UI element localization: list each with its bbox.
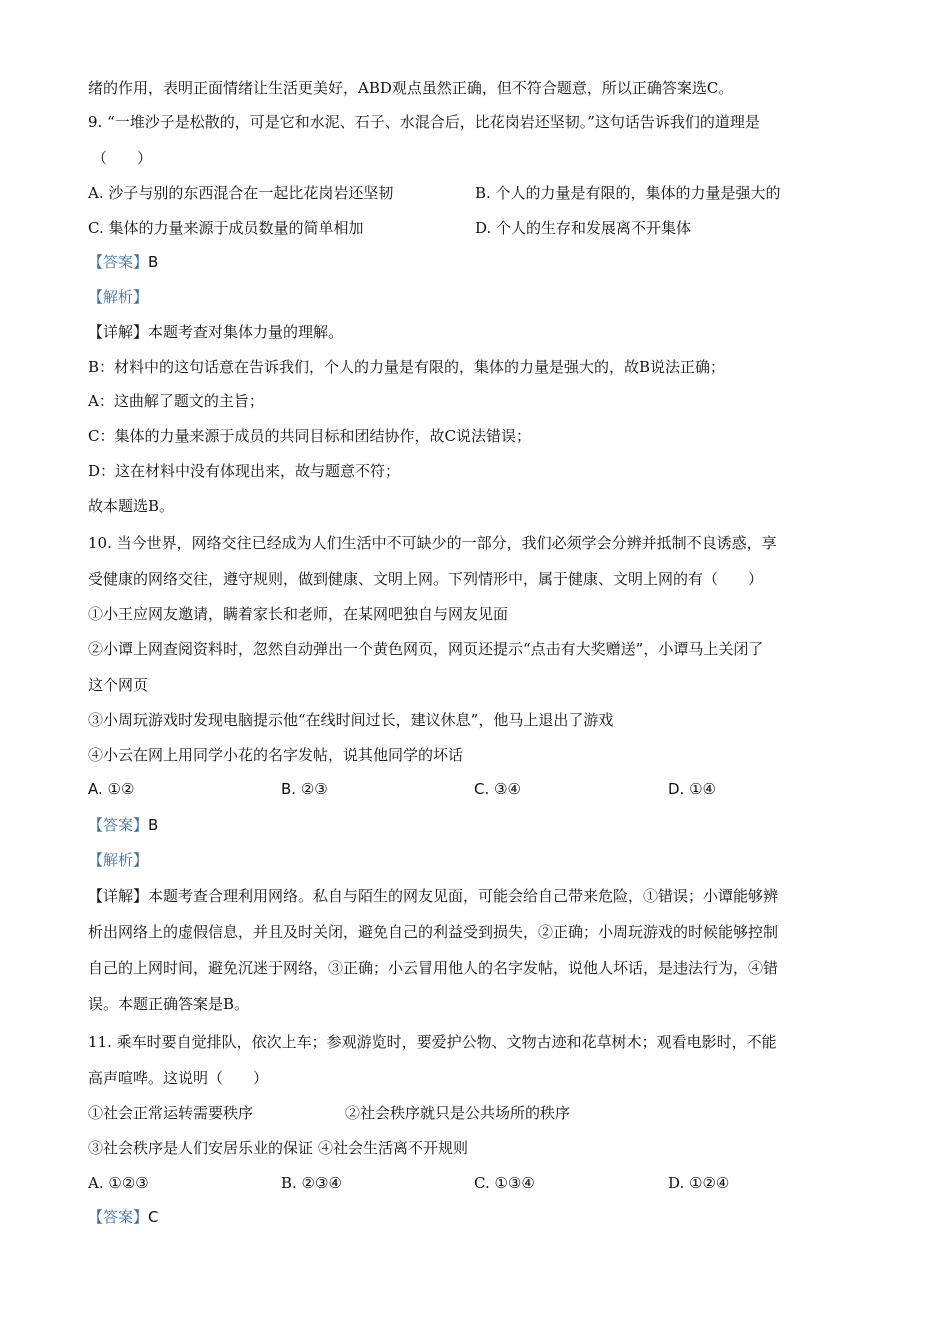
q9-analysis-line-3: C：集体的力量来源于成员的共同目标和团结协作，故C说法错误； bbox=[88, 427, 531, 445]
q10-detail-line-3: 自己的上网时间，避免沉迷于网络，③正确；小云冒用他人的名字发帖，说他人坏话，是违法行为，④错 bbox=[88, 959, 779, 977]
q9-analysis-line-1: B：材料中的这句话意在告诉我们，个人的力量是有限的，集体的力量是强大的，故B说法正确； bbox=[88, 358, 726, 376]
q10-option-b: B. ②③ bbox=[281, 780, 328, 798]
q9-option-d: D. 个人的生存和发展离不开集体 bbox=[475, 219, 692, 237]
q11-option-b: B. ②③④ bbox=[281, 1174, 342, 1192]
answer-value: B bbox=[148, 816, 159, 834]
q10-answer-line bbox=[88, 815, 158, 835]
answer-tag: 【答案】 bbox=[88, 253, 149, 271]
q9-stem-line-1: 9. “一堆沙子是松散的，可是它和水泥、石子、水混合后，比花岗岩还坚韧。”这句话告诉我们的道理是 bbox=[88, 113, 760, 131]
q10-option-c: C. ③④ bbox=[474, 780, 521, 798]
q11-item-2: ②社会秩序就只是公共场所的秩序 bbox=[345, 1104, 571, 1122]
q11-option-a: A. ①②③ bbox=[88, 1174, 149, 1192]
q9-option-b: B. 个人的力量是有限的，集体的力量是强大的 bbox=[475, 184, 781, 202]
q10-detail-line-4: 误。本题正确答案是B。 bbox=[88, 995, 250, 1013]
q9-stem-line-2: （ ） bbox=[92, 149, 153, 167]
q9-option-c: C. 集体的力量来源于成员数量的简单相加 bbox=[88, 219, 364, 237]
q10-stem-line-1: 10. 当今世界，网络交往已经成为人们生活中不可缺少的一部分，我们必须学会分辨并抵制不良诱惑，享 bbox=[88, 534, 777, 552]
q9-analysis-line-2: A：这曲解了题文的主旨； bbox=[88, 392, 264, 410]
q9-analysis-tag: 【解析】 bbox=[88, 288, 149, 306]
q11-item-1: ①社会正常运转需要秩序 bbox=[88, 1104, 254, 1122]
q10-option-a: A. ①② bbox=[88, 780, 135, 798]
q10-detail-line-2: 析出网络上的虚假信息，并且及时关闭，避免自己的利益受到损失，②正确；小周玩游戏的时候能够控制 bbox=[88, 923, 779, 941]
intro-line: 绪的作用，表明正面情绪让生活更美好，ABD观点虽然正确，但不符合题意，所以正确答案选C。 bbox=[88, 79, 734, 97]
q10-stem-line-2: 受健康的网络交往，遵守规则，做到健康、文明上网。下列情形中，属于健康、文明上网的有（ ） bbox=[88, 570, 764, 588]
q11-option-d: D. ①②④ bbox=[668, 1174, 730, 1192]
answer-tag: 【答案】 bbox=[88, 816, 149, 834]
q11-option-c: C. ①③④ bbox=[474, 1174, 535, 1192]
detail-text: 本题考查对集体力量的理解。 bbox=[148, 323, 344, 341]
q10-detail-line-1 bbox=[88, 886, 778, 906]
q10-item-2-cont: 这个网页 bbox=[88, 676, 149, 694]
q11-answer-line bbox=[88, 1207, 159, 1227]
q9-analysis-line-5: 故本题选B。 bbox=[88, 497, 175, 515]
q9-option-a: A. 沙子与别的东西混合在一起比花岗岩还坚韧 bbox=[88, 184, 394, 202]
detail-tag: 【详解】 bbox=[88, 887, 149, 905]
answer-value: C bbox=[148, 1208, 159, 1226]
q9-answer-line bbox=[88, 252, 158, 272]
q9-analysis-line-4: D：这在材料中没有体现出来，故与题意不符； bbox=[88, 462, 401, 480]
answer-tag: 【答案】 bbox=[88, 1208, 149, 1226]
q10-analysis-tag: 【解析】 bbox=[88, 851, 149, 869]
answer-value: B bbox=[148, 253, 159, 271]
q10-item-1: ①小王应网友邀请，瞒着家长和老师，在某网吧独自与网友见面 bbox=[88, 605, 509, 623]
q9-detail-line bbox=[88, 322, 343, 342]
detail-text: 本题考查合理利用网络。私自与陌生的网友见面，可能会给自己带来危险，①错误；小谭能够辨 bbox=[148, 887, 779, 905]
q10-item-4: ④小云在网上用同学小花的名字发帖，说其他同学的坏话 bbox=[88, 746, 464, 764]
q11-item-3: ③社会秩序是人们安居乐业的保证 bbox=[88, 1139, 314, 1157]
q10-option-d: D. ①④ bbox=[668, 780, 716, 798]
q10-item-3: ③小周玩游戏时发现电脑提示他“在线时间过长，建议休息”，他马上退出了游戏 bbox=[88, 711, 614, 729]
q11-stem-line-2: 高声喧哗。这说明（ ） bbox=[88, 1069, 269, 1087]
q11-stem-line-1: 11. 乘车时要自觉排队，依次上车；参观游览时，要爱护公物、文物古迹和花草树木；观看电影时，不能 bbox=[88, 1033, 777, 1051]
q10-item-2: ②小谭上网查阅资料时，忽然自动弹出一个黄色网页，网页还提示“点击有大奖赠送”，小谭马上关闭了 bbox=[88, 640, 764, 658]
q11-item-4: ④社会生活离不开规则 bbox=[318, 1139, 469, 1157]
detail-tag: 【详解】 bbox=[88, 323, 149, 341]
